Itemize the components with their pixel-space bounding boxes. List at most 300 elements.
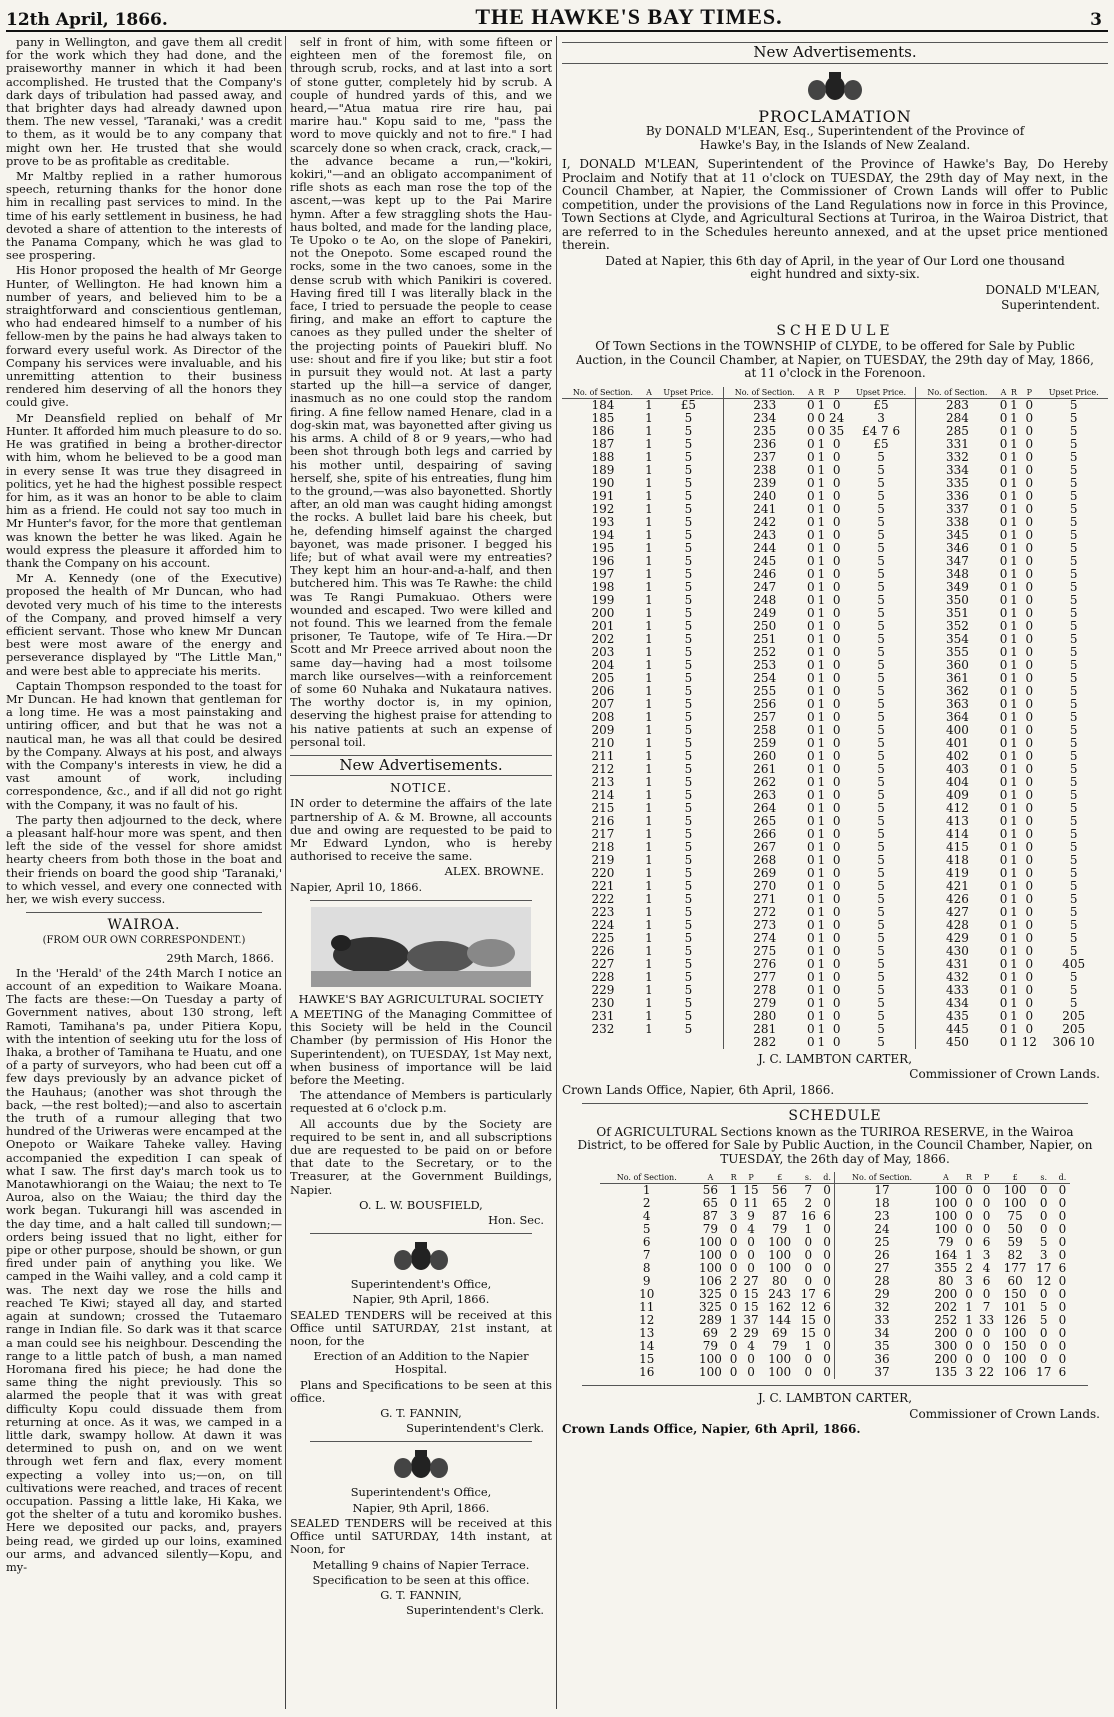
table-cell: 0	[999, 397, 1008, 412]
table-row	[562, 932, 1108, 945]
table-cell: 0	[729, 1365, 738, 1379]
notice-date: Napier, April 10, 1866.	[290, 879, 423, 894]
table-cell: 0	[999, 540, 1008, 555]
table-cell: 1	[645, 696, 653, 711]
table-cell: 5	[1039, 1300, 1048, 1314]
table-cell: 0	[982, 1326, 991, 1340]
table-cell: 5	[654, 659, 723, 672]
tender-date: Napier, 9th April, 1866.	[352, 1292, 490, 1307]
table-cell: 0	[832, 475, 841, 490]
table-row	[600, 1262, 1070, 1275]
table-cell: 0	[807, 553, 815, 568]
table-cell: 79	[938, 1235, 954, 1249]
table-cell: 1	[645, 800, 653, 815]
table-cell: 0	[807, 592, 815, 607]
table-cell: 0	[807, 527, 815, 542]
table-cell: 150	[1003, 1339, 1027, 1353]
table-cell: 0	[999, 683, 1008, 698]
table-cell: 0	[1025, 1008, 1034, 1023]
table-cell: 1	[1010, 644, 1018, 659]
table-row	[562, 1023, 1108, 1036]
table-cell: 0	[820, 1236, 835, 1249]
table-cell: 5	[654, 672, 723, 685]
table-cell: 0	[807, 696, 815, 711]
table-row	[562, 425, 1108, 438]
table-cell: 5	[1069, 995, 1078, 1010]
table-cell: 1	[1010, 540, 1018, 555]
article-paragraph: pany in Wellington, and gave them all credit for the work which they had done, and the praiseworthy manner in which it had been accomplished. He trusted that the Company's dark days of tribulation had passed away, and that brighter days had already dawned upon them. The new vessel, 'Taranaki,' was a credit to them, as it would be to any company that might own her. He trusted that she would prove to be as profitable as creditable.	[6, 36, 282, 168]
table-cell: 0	[965, 1287, 973, 1301]
table-cell: 0	[807, 397, 815, 412]
table-row	[600, 1236, 1070, 1249]
table-cell: 5	[1039, 1313, 1048, 1327]
table-cell: 29	[743, 1326, 759, 1340]
article-paragraph: The party then adjourned to the deck, where a pleasant half-hour more was spent, and then left the side of the vessel for shore amidst hearty cheers from both those in the boat and their friends on board the good ship 'Taranaki,' to which vessel, and every one connected with her, we wish every success.	[6, 812, 282, 906]
table-cell: 1	[1010, 917, 1018, 932]
table-cell: 1	[1010, 1021, 1018, 1036]
table-cell: 100	[1003, 1183, 1027, 1197]
table-cell: 5	[1069, 813, 1078, 828]
table-cell: 5	[1069, 644, 1078, 659]
article-paragraph: Mr A. Kennedy (one of the Executive) proposed the health of Mr Duncan, who had devoted very much of his time to the interests of the Company, and proved himself a very efficient servant. Those who knew Mr Duncan best were most aware of the energy and perseverance displayed by "The Little Man," and were best able to appreciate his merits.	[6, 571, 282, 678]
table-cell: 1	[645, 423, 653, 438]
table-cell: 0	[1058, 1222, 1067, 1236]
table-cell: 289	[698, 1313, 722, 1327]
table-cell: 60	[1007, 1274, 1023, 1288]
table-cell: 1	[1010, 852, 1018, 867]
table-cell: 434	[945, 995, 969, 1010]
table-header: R	[816, 387, 827, 399]
table-cell: 1	[817, 696, 826, 711]
table-cell: 56	[772, 1183, 788, 1197]
table-cell: 0	[832, 761, 841, 776]
table-cell: 219	[591, 852, 615, 867]
table-cell: 5	[1069, 449, 1078, 464]
table-cell: 1	[645, 878, 653, 893]
table-cell: 277	[753, 969, 777, 984]
table-cell: 79	[702, 1222, 719, 1236]
table-cell: 1	[1010, 839, 1018, 854]
table-row	[562, 828, 1108, 841]
table-cell: 0	[1025, 826, 1034, 841]
table-cell: 250	[753, 618, 777, 633]
table-cell: 5	[847, 464, 916, 477]
table-cell: 5	[1069, 462, 1078, 477]
table-cell: 0	[807, 423, 815, 438]
table-cell: 3	[729, 1209, 738, 1223]
table-cell: 1	[645, 761, 653, 776]
table-cell: 0	[807, 865, 815, 880]
table-cell: 2	[965, 1261, 973, 1275]
table-cell: 1	[817, 774, 826, 789]
table-cell: 0	[807, 787, 815, 802]
table-cell: £5	[847, 438, 916, 451]
table-cell: 69	[702, 1326, 719, 1340]
table-cell: 0	[804, 1261, 813, 1275]
table-cell: 0	[807, 631, 815, 646]
divider	[582, 1103, 1088, 1104]
table-cell: 0	[832, 735, 841, 750]
masthead	[6, 4, 1108, 32]
table-cell: 0	[832, 904, 841, 919]
table-cell: 0	[1025, 930, 1034, 945]
table-cell: 1	[1010, 761, 1018, 776]
table-cell: 1	[817, 722, 826, 737]
table-cell: 22	[978, 1365, 995, 1379]
table-header: d.	[1055, 1172, 1070, 1184]
schedule-description: Of AGRICULTURAL Sections known as the TURIROA RESERVE, in the Wairoa District, to be offered for Sale by Public Auction, in the Council Chamber, Napier, on TUESDAY, the 26th day of May, 1866.	[577, 1124, 1093, 1166]
table-cell: 1	[1010, 527, 1018, 542]
table-row	[562, 854, 1108, 867]
table-cell: 1	[645, 540, 653, 555]
table-cell: 5	[654, 438, 723, 451]
table-cell: 5	[654, 841, 723, 854]
table-cell: 1	[817, 982, 826, 997]
table-cell: 0	[999, 657, 1008, 672]
table-cell: 238	[753, 462, 777, 477]
table-cell: £4 7 6	[847, 425, 916, 438]
table-cell: 5	[1069, 839, 1078, 854]
table-cell: 0	[807, 566, 815, 581]
table-cell: 1	[1010, 423, 1018, 438]
society-heading: HAWKE'S BAY AGRICULTURAL SOCIETY	[298, 991, 544, 1006]
table-cell: 5	[654, 1023, 723, 1036]
proclamation-body: I, DONALD M'LEAN, Superintendent of the Province of Hawke's Bay, Do Hereby Proclaim and Notify that at 11 o'clock on TUESDAY, the 29th day of May next, in the Council Chamber, at Napier, the Commissioner of Crown Lands will offer to Public competition, under the provisions of the Land Regulations now in force in this Province, Town Sections at Clyde, and Agricultural Sections at Turiroa, in the Wairoa District, that are referred to in the Schedules hereunto annexed, and at the upset price mentioned therein.	[562, 157, 1108, 252]
table-cell: 12	[639, 1313, 655, 1327]
table-cell: 0	[999, 722, 1008, 737]
table-cell: 15	[639, 1352, 655, 1366]
table-row	[600, 1210, 1070, 1223]
table-row	[562, 893, 1108, 906]
table-cell: 0	[999, 956, 1008, 971]
table-cell: 0	[999, 501, 1008, 516]
table-cell: 0	[747, 1261, 755, 1275]
divider	[582, 1385, 1088, 1386]
table-cell: 0	[1058, 1274, 1067, 1288]
table-cell: 79	[772, 1339, 788, 1353]
table-cell: 5	[847, 841, 916, 854]
table-cell: 0	[1025, 904, 1034, 919]
society-body: All accounts due by the Society are required to be sent in, and all subscriptions due are requested to be paid on or before that date to the Secretary, or to the Treasurer, at the Government Buildings, Napier.	[290, 1116, 552, 1197]
table-row	[600, 1288, 1070, 1301]
schedule-signature: J. C. LAMBTON CARTER,	[757, 1051, 913, 1066]
table-cell: 5	[654, 828, 723, 841]
table-cell: 100	[934, 1222, 958, 1236]
table-cell: 0	[965, 1352, 973, 1366]
table-cell: 5	[654, 984, 723, 997]
table-cell: 5	[847, 529, 916, 542]
table-cell: 248	[753, 592, 777, 607]
table-cell: 1	[965, 1313, 973, 1327]
table-cell: 200	[934, 1352, 958, 1366]
table-cell: 1	[645, 839, 653, 854]
tender-office: Superintendent's Office,	[350, 1277, 492, 1292]
table-cell: 0	[807, 1034, 815, 1049]
table-cell: 247	[753, 579, 777, 594]
table-cell: 0	[804, 1274, 813, 1288]
table-cell: 17	[874, 1183, 890, 1197]
table-cell: 205	[591, 670, 615, 685]
table-cell: 1	[817, 709, 826, 724]
table-cell: 5	[654, 711, 723, 724]
table-header: No. of Section.	[916, 387, 998, 399]
table-cell: 135	[934, 1365, 958, 1379]
table-cell: 5	[1069, 969, 1078, 984]
table-cell: 5	[654, 724, 723, 737]
table-cell: 1	[817, 397, 826, 412]
table-cell: 5	[847, 815, 916, 828]
table-cell: 0	[832, 826, 841, 841]
table-cell: 144	[768, 1313, 792, 1327]
proclamation-dated: Dated at Napier, this 6th day of April, in the year of Our Lord one thousand eight hundred and sixty-six.	[605, 253, 1065, 281]
wairoa-date: 29th March, 1866.	[166, 950, 274, 965]
society-body: A MEETING of the Managing Committee of this Society will be held in the Council Chamber (by permission of His Honor the Superintendent), on TUESDAY, 1st May next, when business of importance will be laid before the Meeting.	[290, 1007, 552, 1088]
table-cell: 3	[965, 1365, 973, 1379]
table-row	[562, 724, 1108, 737]
table-cell: 5	[847, 971, 916, 984]
table-cell: 1	[1010, 930, 1018, 945]
table-cell: 1	[1010, 969, 1018, 984]
table-cell: 0	[832, 436, 841, 451]
table-cell: 230	[591, 995, 615, 1010]
schedule-heading: SCHEDULE	[776, 322, 894, 339]
table-cell: 203	[591, 644, 615, 659]
table-cell: 210	[591, 735, 615, 750]
clyde-sections-table	[562, 387, 1108, 1049]
table-cell: 1	[817, 969, 826, 984]
table-cell: 197	[591, 566, 615, 581]
table-cell: 0	[999, 579, 1008, 594]
table-cell: 1	[645, 787, 653, 802]
table-cell: 5	[847, 1023, 916, 1036]
table-cell: 1	[817, 787, 826, 802]
table-cell: 0	[807, 917, 815, 932]
table-cell: 0	[1025, 839, 1034, 854]
table-cell: 0	[807, 969, 815, 984]
table-row	[562, 984, 1108, 997]
table-cell: 1	[965, 1300, 973, 1314]
table-cell: 17	[1036, 1261, 1052, 1275]
table-cell: 202	[934, 1300, 958, 1314]
table-cell: 0	[982, 1183, 991, 1197]
table-cell: 256	[753, 696, 777, 711]
table-cell: 355	[934, 1261, 958, 1275]
table-cell: 349	[945, 579, 969, 594]
table-row	[562, 398, 1108, 412]
table-cell: 0	[807, 943, 815, 958]
table-cell: 278	[753, 982, 777, 997]
table-row	[562, 633, 1108, 646]
table-cell: 345	[945, 527, 969, 542]
table-cell: 1	[1010, 787, 1018, 802]
table-cell: 1	[1010, 696, 1018, 711]
table-cell: 0	[729, 1222, 738, 1236]
table-cell: 421	[945, 878, 969, 893]
table-cell: 15	[800, 1313, 816, 1327]
table-cell: 1	[645, 995, 653, 1010]
table-cell: 223	[591, 904, 615, 919]
table-cell: 87	[772, 1209, 788, 1223]
table-cell: 100	[698, 1261, 722, 1275]
table-cell: 5	[847, 984, 916, 997]
table-cell: 5	[654, 555, 723, 568]
table-cell: 1	[645, 579, 653, 594]
table-cell: 200	[934, 1287, 958, 1301]
table-cell: 426	[945, 891, 969, 906]
table-cell: 5	[847, 594, 916, 607]
table-cell: 0	[1039, 1339, 1048, 1353]
table-cell: 0	[832, 748, 841, 763]
table-cell: 5	[847, 633, 916, 646]
table-row	[562, 763, 1108, 776]
table-cell: 1	[645, 618, 653, 633]
table-cell: 12	[800, 1300, 816, 1314]
table-cell: 37	[874, 1365, 890, 1379]
table-cell: 56	[702, 1183, 719, 1197]
table-row	[600, 1327, 1070, 1340]
table-cell: 14	[639, 1339, 655, 1353]
table-cell: 337	[945, 501, 969, 516]
table-cell: 3	[1039, 1248, 1048, 1262]
table-cell: 364	[945, 709, 969, 724]
table-row	[600, 1340, 1070, 1353]
table-cell: 0	[804, 1235, 813, 1249]
table-cell: 5	[1069, 631, 1078, 646]
table-cell: 1	[1010, 514, 1018, 529]
table-cell: 34	[874, 1326, 890, 1340]
table-cell: 35	[829, 423, 845, 438]
table-cell: 0	[820, 1184, 835, 1198]
table-cell: 5	[654, 906, 723, 919]
table-header: No. of Section.	[723, 387, 805, 399]
table-cell: 0	[999, 1021, 1008, 1036]
table-cell: 346	[945, 540, 969, 555]
table-cell: 5	[847, 854, 916, 867]
table-cell: 5	[847, 711, 916, 724]
table-cell: 0	[807, 618, 815, 633]
table-cell: 209	[591, 722, 615, 737]
tender-plans: Specification to be seen at this office.	[312, 1572, 530, 1587]
table-cell: 261	[753, 761, 777, 776]
table-cell: 24	[829, 410, 845, 425]
table-cell: 5	[1069, 514, 1078, 529]
table-row	[562, 607, 1108, 620]
table-cell: 2	[642, 1196, 651, 1210]
table-cell: 215	[591, 800, 615, 815]
divider	[310, 1233, 532, 1234]
table-cell: 1	[645, 826, 653, 841]
table-cell: 227	[591, 956, 615, 971]
table-row	[562, 880, 1108, 893]
schedule-heading: SCHEDULE	[788, 1108, 882, 1124]
table-cell: 5	[654, 685, 723, 698]
turiroa-sections-table	[600, 1172, 1070, 1379]
table-cell: 75	[1007, 1209, 1023, 1223]
table-cell: 1	[645, 592, 653, 607]
table-cell: 415	[945, 839, 969, 854]
table-cell: 5	[847, 477, 916, 490]
table-cell: 331	[945, 436, 969, 451]
table-row	[562, 971, 1108, 984]
table-cell: 1	[817, 930, 826, 945]
table-cell: 1	[645, 1021, 653, 1036]
table-cell: 3	[847, 412, 916, 425]
table-cell: 347	[945, 553, 969, 568]
table-cell: 0	[832, 527, 841, 542]
table-cell: 100	[698, 1235, 722, 1249]
table-cell: 1	[645, 956, 653, 971]
table-cell: 195	[591, 540, 615, 555]
table-cell: 185	[591, 410, 615, 425]
table-row	[562, 711, 1108, 724]
table-cell: 237	[753, 449, 777, 464]
table-cell: 100	[1003, 1196, 1027, 1210]
table-cell: 59	[1007, 1235, 1023, 1249]
column-1	[6, 36, 282, 1709]
table-cell: 0	[965, 1183, 973, 1197]
table-cell: 0	[999, 813, 1008, 828]
table-row	[562, 698, 1108, 711]
table-row	[562, 1010, 1108, 1023]
table-cell: 5	[1069, 852, 1078, 867]
table-header: P	[1019, 387, 1039, 399]
table-cell: 36	[874, 1352, 890, 1366]
table-cell: 6	[1058, 1261, 1067, 1275]
table-cell: 1	[817, 514, 826, 529]
table-cell: 427	[945, 904, 969, 919]
table-cell: 206	[591, 683, 615, 698]
table-cell: 0	[1025, 995, 1034, 1010]
table-cell: 0	[999, 995, 1008, 1010]
table-cell: 10	[639, 1287, 655, 1301]
table-cell: 6	[820, 1210, 835, 1223]
table-cell: 5	[847, 737, 916, 750]
table-cell: 419	[945, 865, 969, 880]
table-cell: 0	[804, 1248, 813, 1262]
table-row	[562, 1036, 1108, 1049]
table-cell: 177	[1003, 1261, 1027, 1275]
table-cell: 0	[1025, 748, 1034, 763]
table-cell: 0	[832, 618, 841, 633]
table-cell: 5	[1069, 592, 1078, 607]
table-cell: 1	[817, 501, 826, 516]
table-cell: 101	[1003, 1300, 1027, 1314]
table-cell: 5	[654, 620, 723, 633]
table-cell: 1	[645, 709, 653, 724]
table-cell: 0	[832, 514, 841, 529]
table-cell: 1	[645, 527, 653, 542]
table-cell: 5	[654, 893, 723, 906]
table-cell: 0	[965, 1196, 973, 1210]
table-header: No. of Section.	[562, 387, 644, 399]
table-cell: 0	[999, 917, 1008, 932]
table-cell: 5	[654, 490, 723, 503]
table-cell: 0	[1025, 696, 1034, 711]
table-cell: 5	[1069, 709, 1078, 724]
table-cell: 0	[832, 657, 841, 672]
table-row	[562, 464, 1108, 477]
table-cell: 0	[1058, 1235, 1067, 1249]
table-cell: 100	[934, 1196, 958, 1210]
table-cell: 0	[832, 774, 841, 789]
table-cell: 0	[1039, 1326, 1048, 1340]
table-cell: 214	[591, 787, 615, 802]
table-row	[562, 776, 1108, 789]
table-cell: 0	[807, 657, 815, 672]
table-cell: 27	[743, 1274, 759, 1288]
table-cell: 15	[800, 1326, 816, 1340]
table-cell: 0	[804, 1365, 813, 1379]
